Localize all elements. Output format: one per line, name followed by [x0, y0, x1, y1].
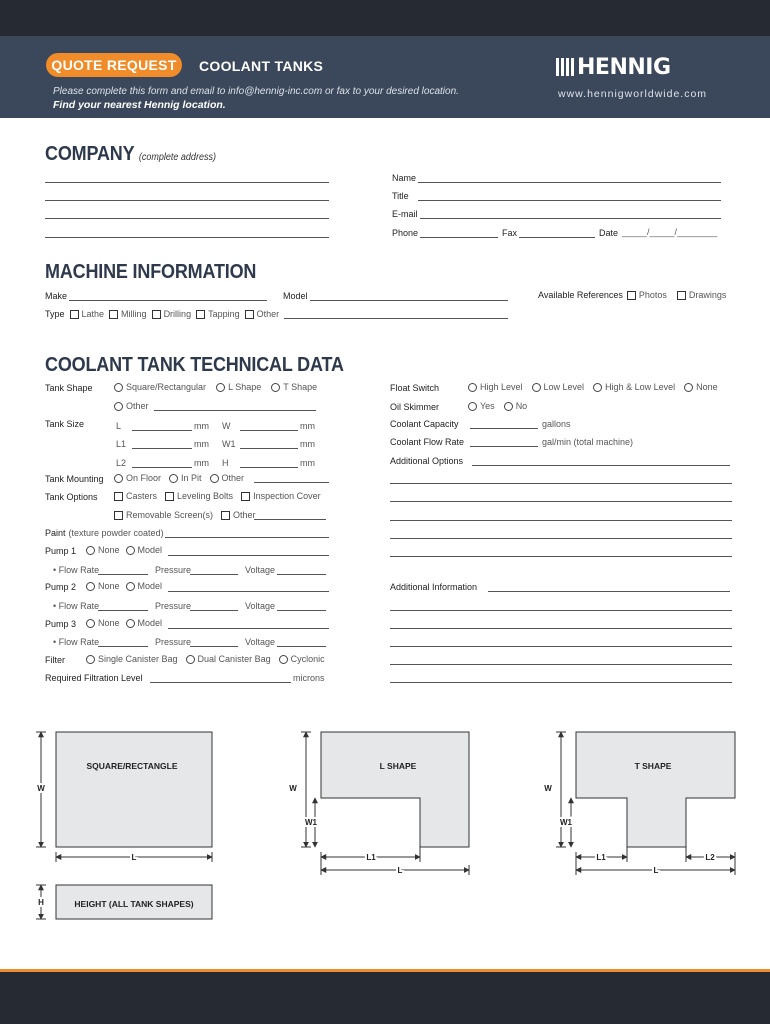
drilling-checkbox[interactable] [152, 310, 161, 319]
company-heading [45, 143, 216, 166]
pump1-model-radio[interactable] [126, 546, 135, 555]
leveling-label: Leveling Bolts [177, 491, 234, 501]
paint-note: (texture powder coated) [68, 528, 164, 538]
add-info-field-5[interactable] [390, 656, 732, 665]
square-tank-shape [56, 732, 212, 847]
pump1-model-field[interactable] [168, 547, 329, 556]
milling-checkbox[interactable] [109, 310, 118, 319]
pump1-options [86, 545, 162, 555]
capacity-label: Coolant Capacity [390, 419, 459, 429]
quote-request-badge: QUOTE REQUEST [46, 53, 182, 77]
pump1-none-label: None [98, 545, 120, 555]
options-other-field[interactable] [254, 511, 326, 520]
single-bag-option[interactable] [86, 654, 178, 664]
size-l-field[interactable] [132, 422, 192, 431]
mounting-options [114, 473, 244, 483]
add-info-label: Additional Information [390, 582, 478, 592]
drawings-option[interactable] [677, 290, 727, 300]
cyclonic-radio[interactable] [279, 655, 288, 664]
pump2-pressure-field[interactable] [190, 602, 238, 611]
t-l-dim: L [653, 866, 659, 875]
pump2-label: Pump 2 [45, 582, 77, 592]
type-row [45, 309, 279, 319]
flow-unit: gal/min (total machine) [542, 437, 634, 447]
size-l1-label: L1 [116, 439, 127, 449]
high-low-option[interactable] [593, 382, 675, 392]
t-w1-dim: W1 [560, 818, 572, 827]
milling-label: Milling [121, 309, 147, 319]
paint-label: Paint [45, 528, 66, 538]
h-dim: H [38, 898, 44, 907]
size-w-field[interactable] [240, 422, 298, 431]
sq-w-dim: W [37, 784, 45, 793]
add-info-field-1[interactable] [488, 583, 730, 592]
shape-square-radio[interactable] [114, 383, 123, 392]
tank-options-2 [114, 510, 256, 520]
l-w-dim: W [289, 784, 297, 793]
type-other-label: Other [256, 309, 280, 319]
size-l2-label: L2 [116, 458, 127, 468]
filtration-field[interactable] [150, 674, 291, 683]
t-tank-shape [576, 732, 735, 847]
size-w-label: W [222, 421, 231, 431]
size-l2-unit: mm [194, 458, 209, 468]
filter-options [86, 654, 325, 664]
tank-size-label: Tank Size [45, 419, 85, 429]
references-row [538, 290, 726, 300]
high-level-radio[interactable] [468, 383, 477, 392]
pump2-none-radio[interactable] [86, 582, 95, 591]
pump1-voltage-label: Voltage [245, 565, 276, 575]
website-link[interactable]: www.hennigworldwide.com [558, 88, 708, 100]
pump1-flow-field[interactable] [98, 566, 148, 575]
size-w1-field[interactable] [240, 440, 298, 449]
l-tank-shape [321, 732, 469, 847]
float-none-radio[interactable] [684, 383, 693, 392]
on-floor-label: On Floor [126, 473, 162, 483]
size-h-label: H [222, 458, 229, 468]
paint-row [45, 528, 164, 538]
single-bag-radio[interactable] [86, 655, 95, 664]
pump2-model-field[interactable] [168, 583, 329, 592]
technical-heading: COOLANT TANK TECHNICAL DATA [45, 354, 344, 376]
filtration-label: Required Filtration Level [45, 673, 143, 683]
float-none-label: None [696, 382, 718, 392]
logo-text: HENNIG [577, 54, 671, 80]
pump3-voltage-label: Voltage [245, 637, 276, 647]
casters-option[interactable] [114, 491, 157, 501]
tapping-checkbox[interactable] [196, 310, 205, 319]
casters-checkbox[interactable] [114, 492, 123, 501]
phone-label: Phone [392, 228, 419, 238]
sq-l-dim: L [131, 853, 137, 862]
leveling-checkbox[interactable] [165, 492, 174, 501]
date-label: Date [599, 228, 619, 238]
skimmer-no-option[interactable] [504, 401, 528, 411]
dual-bag-radio[interactable] [186, 655, 195, 664]
shape-other-option[interactable] [114, 401, 149, 411]
form-title: COOLANT TANKS [199, 58, 324, 74]
name-field[interactable] [418, 174, 721, 183]
company-subtitle: (complete address) [138, 152, 216, 163]
capacity-unit: gallons [542, 419, 571, 429]
paint-field[interactable] [165, 529, 329, 538]
high-low-radio[interactable] [593, 383, 602, 392]
mount-other-field[interactable] [254, 474, 329, 483]
in-pit-option[interactable] [169, 473, 202, 483]
height-label: HEIGHT (ALL TANK SHAPES) [74, 899, 194, 909]
float-switch-options [468, 382, 718, 392]
high-level-option[interactable] [468, 382, 523, 392]
date-field[interactable]: _____/_____/________ [622, 227, 718, 237]
l-l1-dim: L1 [366, 853, 376, 862]
make-field[interactable] [69, 292, 267, 301]
size-h-field[interactable] [240, 459, 298, 468]
photos-checkbox[interactable] [627, 291, 636, 300]
mounting-label: Tank Mounting [45, 474, 104, 484]
model-label: Model [283, 291, 308, 301]
shape-t-label: T Shape [283, 382, 318, 392]
pump1-label: Pump 1 [45, 546, 77, 556]
t-shape-label: T SHAPE [634, 761, 672, 771]
low-level-radio[interactable] [532, 383, 541, 392]
instructions-text: Please complete this form and email to info@hennig-inc.com or fax to your desired location. [53, 86, 459, 97]
mount-other-radio[interactable] [210, 474, 219, 483]
find-location-link[interactable]: Find your nearest Hennig location. [53, 99, 226, 111]
shape-t-radio[interactable] [271, 383, 280, 392]
tank-shape-options [114, 382, 317, 392]
tapping-label: Tapping [208, 309, 240, 319]
size-l1-field[interactable] [132, 440, 192, 449]
email-field[interactable] [420, 210, 721, 219]
type-other-checkbox[interactable] [245, 310, 254, 319]
pump1-none-radio[interactable] [86, 546, 95, 555]
drawings-label: Drawings [688, 290, 727, 300]
cyclonic-option[interactable] [279, 654, 325, 664]
size-h-unit: mm [300, 458, 315, 468]
inspection-checkbox[interactable] [241, 492, 250, 501]
pump2-voltage-field[interactable] [277, 602, 326, 611]
tank-shape-diagrams [0, 720, 770, 930]
hennig-logo [556, 56, 671, 78]
pump2-model-label: Model [137, 581, 163, 591]
microns-unit: microns [293, 673, 325, 683]
flow-field[interactable] [470, 438, 538, 447]
pump2-options [86, 581, 162, 591]
in-pit-radio[interactable] [169, 474, 178, 483]
pump1-model-label: Model [137, 545, 163, 555]
size-w-unit: mm [300, 421, 315, 431]
milling-option[interactable] [109, 309, 147, 319]
dual-bag-label: Dual Canister Bag [197, 654, 271, 664]
leveling-option[interactable] [165, 491, 233, 501]
pump3-model-radio[interactable] [126, 619, 135, 628]
t-w-dim: W [544, 784, 552, 793]
add-options-field-2[interactable] [390, 475, 732, 484]
pump2-model-option[interactable] [126, 581, 163, 591]
filter-label: Filter [45, 655, 65, 665]
type-label: Type [45, 309, 65, 319]
l-w1-dim: W1 [305, 818, 317, 827]
add-options-label: Additional Options [390, 456, 464, 466]
name-label: Name [392, 173, 417, 183]
pump1-flow-label: • Flow Rate [53, 565, 100, 575]
lathe-checkbox[interactable] [70, 310, 79, 319]
address-line-4[interactable] [45, 229, 329, 238]
add-options-field-1[interactable] [472, 457, 730, 466]
t-l2-dim: L2 [705, 853, 715, 862]
low-level-option[interactable] [532, 382, 585, 392]
tapping-option[interactable] [196, 309, 240, 319]
pump1-voltage-field[interactable] [277, 566, 326, 575]
shape-square-label: Square/Rectangular [126, 382, 207, 392]
pump3-voltage-field[interactable] [277, 638, 326, 647]
lathe-option[interactable] [70, 309, 105, 319]
add-options-field-3[interactable] [390, 493, 732, 502]
add-info-field-4[interactable] [390, 638, 732, 647]
pump2-flow-label: • Flow Rate [53, 601, 100, 611]
skimmer-yes-label: Yes [480, 401, 495, 411]
shape-other-label: Other [126, 401, 149, 411]
photos-option[interactable] [627, 290, 667, 300]
size-w1-unit: mm [300, 439, 315, 449]
lathe-label: Lathe [81, 309, 105, 319]
low-level-label: Low Level [543, 382, 585, 392]
add-info-field-3[interactable] [390, 620, 732, 629]
pump3-pressure-field[interactable] [190, 638, 238, 647]
pump2-none-label: None [98, 581, 120, 591]
mount-other-option[interactable] [210, 473, 245, 483]
address-line-2[interactable] [45, 192, 329, 201]
title-field[interactable] [418, 192, 721, 201]
size-l-label: L [116, 421, 122, 431]
mount-other-label: Other [221, 473, 245, 483]
flow-label: Coolant Flow Rate [390, 437, 465, 447]
top-bar [0, 0, 770, 36]
shape-other-radio[interactable] [114, 402, 123, 411]
tank-shape-label: Tank Shape [45, 383, 93, 393]
type-other-option[interactable] [245, 309, 280, 319]
add-options-field-5[interactable] [390, 530, 732, 539]
pump3-options [86, 618, 162, 628]
pump3-pressure-label: Pressure [155, 637, 192, 647]
size-l2-field[interactable] [132, 459, 192, 468]
float-none-option[interactable] [684, 382, 718, 392]
inspection-label: Inspection Cover [253, 491, 321, 501]
l-l-dim: L [397, 866, 403, 875]
pump2-flow-field[interactable] [98, 602, 148, 611]
fax-field[interactable] [519, 229, 595, 238]
pump3-none-option[interactable] [86, 618, 120, 628]
shape-l-radio[interactable] [216, 383, 225, 392]
shape-l-option[interactable] [216, 382, 261, 392]
pump3-label: Pump 3 [45, 619, 77, 629]
skimmer-no-label: No [515, 401, 528, 411]
shape-t-option[interactable] [271, 382, 317, 392]
drilling-option[interactable] [152, 309, 192, 319]
options-other-option[interactable] [221, 510, 256, 520]
make-label: Make [45, 291, 68, 301]
pump3-model-label: Model [137, 618, 163, 628]
on-floor-option[interactable] [114, 473, 161, 483]
pump2-none-option[interactable] [86, 581, 120, 591]
inspection-option[interactable] [241, 491, 321, 501]
screens-option[interactable] [114, 510, 213, 520]
oil-skimmer-options [468, 401, 527, 411]
high-level-label: High Level [480, 382, 523, 392]
l-shape-label: L SHAPE [379, 761, 417, 771]
t-l1-dim: L1 [596, 853, 606, 862]
skimmer-no-radio[interactable] [504, 402, 513, 411]
pump3-model-option[interactable] [126, 618, 163, 628]
screens-checkbox[interactable] [114, 511, 123, 520]
shape-l-label: L Shape [228, 382, 262, 392]
email-label: E-mail [392, 209, 418, 219]
pump3-flow-label: • Flow Rate [53, 637, 100, 647]
pump3-flow-field[interactable] [98, 638, 148, 647]
pump2-pressure-label: Pressure [155, 601, 192, 611]
references-label: Available References [538, 290, 623, 300]
company-title: COMPANY [45, 143, 135, 165]
drawings-checkbox[interactable] [677, 291, 686, 300]
shape-other-field[interactable] [154, 402, 316, 411]
high-low-label: High & Low Level [605, 382, 676, 392]
type-other-field[interactable] [284, 310, 508, 319]
fax-label: Fax [502, 228, 518, 238]
add-info-field-2[interactable] [390, 602, 732, 611]
options-other-checkbox[interactable] [221, 511, 230, 520]
pump1-pressure-field[interactable] [190, 566, 238, 575]
cyclonic-label: Cyclonic [290, 654, 325, 664]
phone-field[interactable] [420, 229, 498, 238]
model-field[interactable] [310, 292, 508, 301]
float-switch-label: Float Switch [390, 383, 440, 393]
pump1-none-option[interactable] [86, 545, 120, 555]
pump2-model-radio[interactable] [126, 582, 135, 591]
screens-label: Removable Screen(s) [126, 510, 214, 520]
title-label: Title [392, 191, 409, 201]
photos-label: Photos [638, 290, 667, 300]
tank-options [114, 491, 321, 501]
options-other-label: Other [233, 510, 256, 520]
shape-square-option[interactable] [114, 382, 206, 392]
casters-label: Casters [126, 491, 158, 501]
pump1-pressure-label: Pressure [155, 565, 192, 575]
address-line-1[interactable] [45, 174, 329, 183]
address-line-3[interactable] [45, 210, 329, 219]
pump3-none-label: None [98, 618, 120, 628]
size-l1-unit: mm [194, 439, 209, 449]
add-info-field-6[interactable] [390, 674, 732, 683]
in-pit-label: In Pit [181, 473, 202, 483]
add-options-field-6[interactable] [390, 548, 732, 557]
on-floor-radio[interactable] [114, 474, 123, 483]
skimmer-yes-radio[interactable] [468, 402, 477, 411]
size-w1-label: W1 [222, 439, 236, 449]
square-label: SQUARE/RECTANGLE [86, 761, 178, 771]
drilling-label: Drilling [163, 309, 192, 319]
machine-heading: MACHINE INFORMATION [45, 261, 257, 283]
add-options-field-4[interactable] [390, 512, 732, 521]
pump2-voltage-label: Voltage [245, 601, 276, 611]
single-bag-label: Single Canister Bag [98, 654, 178, 664]
capacity-field[interactable] [470, 420, 538, 429]
pump3-none-radio[interactable] [86, 619, 95, 628]
oil-skimmer-label: Oil Skimmer [390, 402, 439, 412]
logo-bars-icon [556, 58, 574, 76]
pump3-model-field[interactable] [168, 620, 329, 629]
size-l-unit: mm [194, 421, 209, 431]
skimmer-yes-option[interactable] [468, 401, 495, 411]
footer-bar [0, 969, 770, 1024]
dual-bag-option[interactable] [186, 654, 271, 664]
options-label: Tank Options [45, 492, 98, 502]
pump1-model-option[interactable] [126, 545, 163, 555]
